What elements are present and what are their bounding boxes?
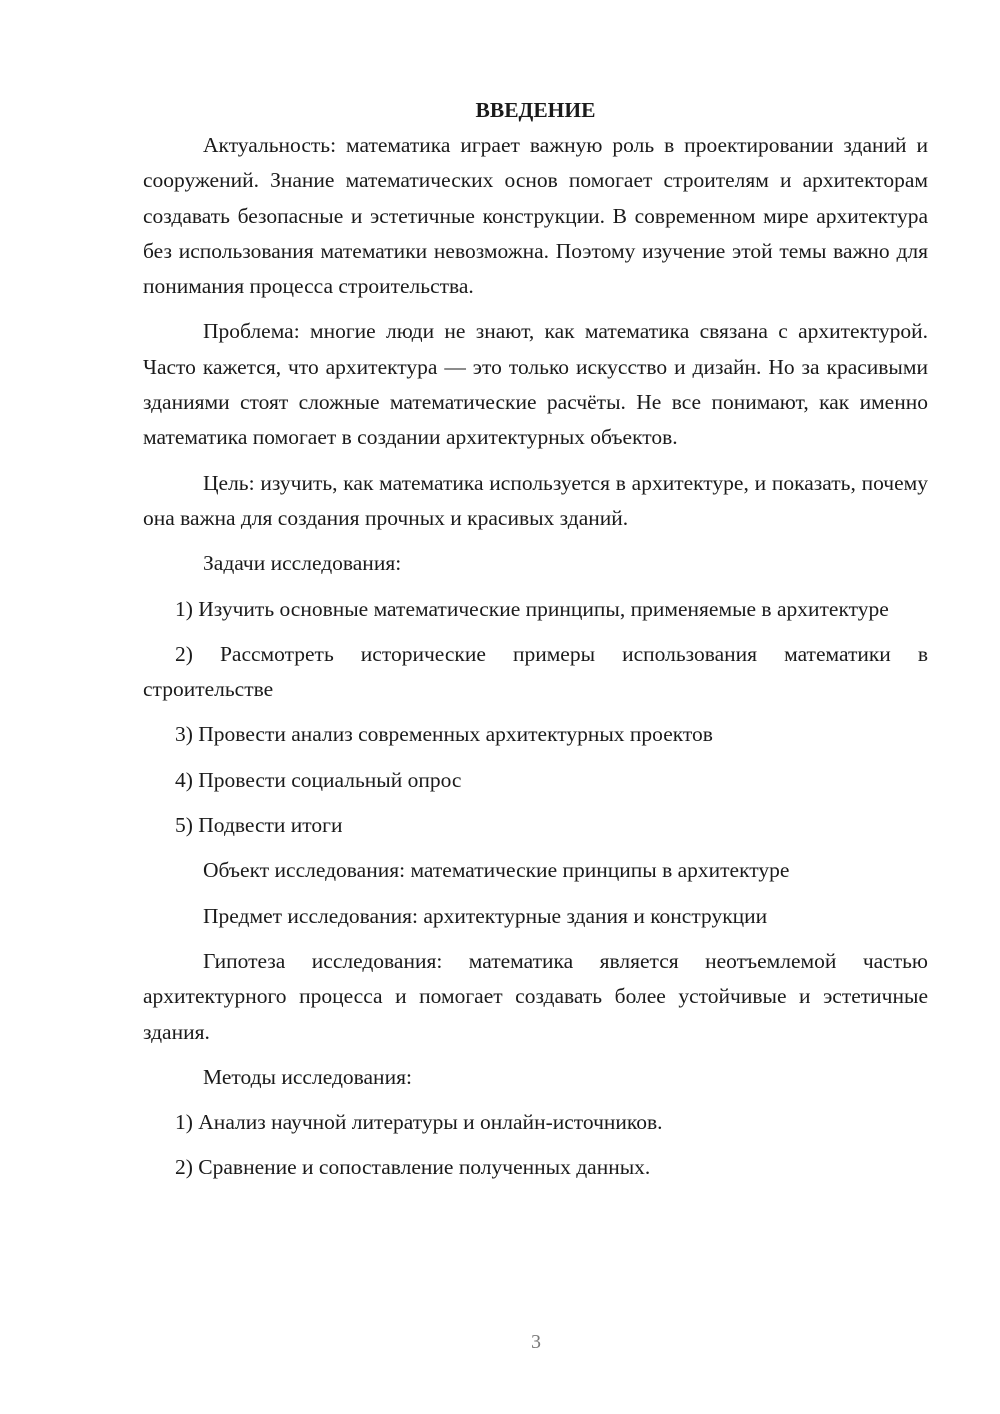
task-item: 4) Провести социальный опрос xyxy=(175,767,462,792)
task-item: 2) Рассмотреть исторические примеры использования математики в строительстве xyxy=(143,641,928,702)
section-title: ВВЕДЕНИЕ xyxy=(475,98,596,122)
method-item: 1) Анализ научной литературы и онлайн-источников. xyxy=(175,1110,663,1135)
task-item: 5) Подвести итоги xyxy=(175,813,343,838)
document-page xyxy=(143,93,928,1196)
goal-paragraph: Цель: изучить, как математика используется в архитектуре, и показать, почему она важна для создания прочных и красивых зданий. xyxy=(143,470,928,530)
tasks-list xyxy=(143,592,928,844)
hypothesis-paragraph: Гипотеза исследования: математика является неотъемлемой частью архитектурного процесса и помогает создавать более устойчивые и эстетичные здания. xyxy=(143,948,928,1044)
methods-heading: Методы исследования: xyxy=(203,1064,412,1089)
task-item: 1) Изучить основные математические принципы, применяемые в архитектуре xyxy=(175,596,889,621)
method-item: 2) Сравнение и сопоставление полученных данных. xyxy=(175,1155,651,1180)
relevance-paragraph: Актуальность: математика играет важную роль в проектировании зданий и сооружений. Знание математических основ помогает строителям и архитекторам создавать безопасные и эстетичные конструкции. В современном мире архитектура без использования математики невозможна. Поэтому изучение этой темы важно для понимания процесса строительства. xyxy=(143,133,928,299)
subject-paragraph: Предмет исследования: архитектурные здания и конструкции xyxy=(203,903,768,928)
page-number: 3 xyxy=(531,1331,541,1353)
problem-paragraph: Проблема: многие люди не знают, как математика связана с архитектурой. Часто кажется, что архитектура — это только искусство и дизайн. Но за красивыми зданиями стоят сложные математические расчёты. Не все понимают, как именно математика помогает в создании архитектурных объектов. xyxy=(143,319,928,450)
tasks-heading: Задачи исследования: xyxy=(203,551,402,576)
object-paragraph: Объект исследования: математические принципы в архитектуре xyxy=(203,858,790,883)
task-item: 3) Провести анализ современных архитектурных проектов xyxy=(175,722,713,747)
methods-list xyxy=(143,1105,928,1186)
